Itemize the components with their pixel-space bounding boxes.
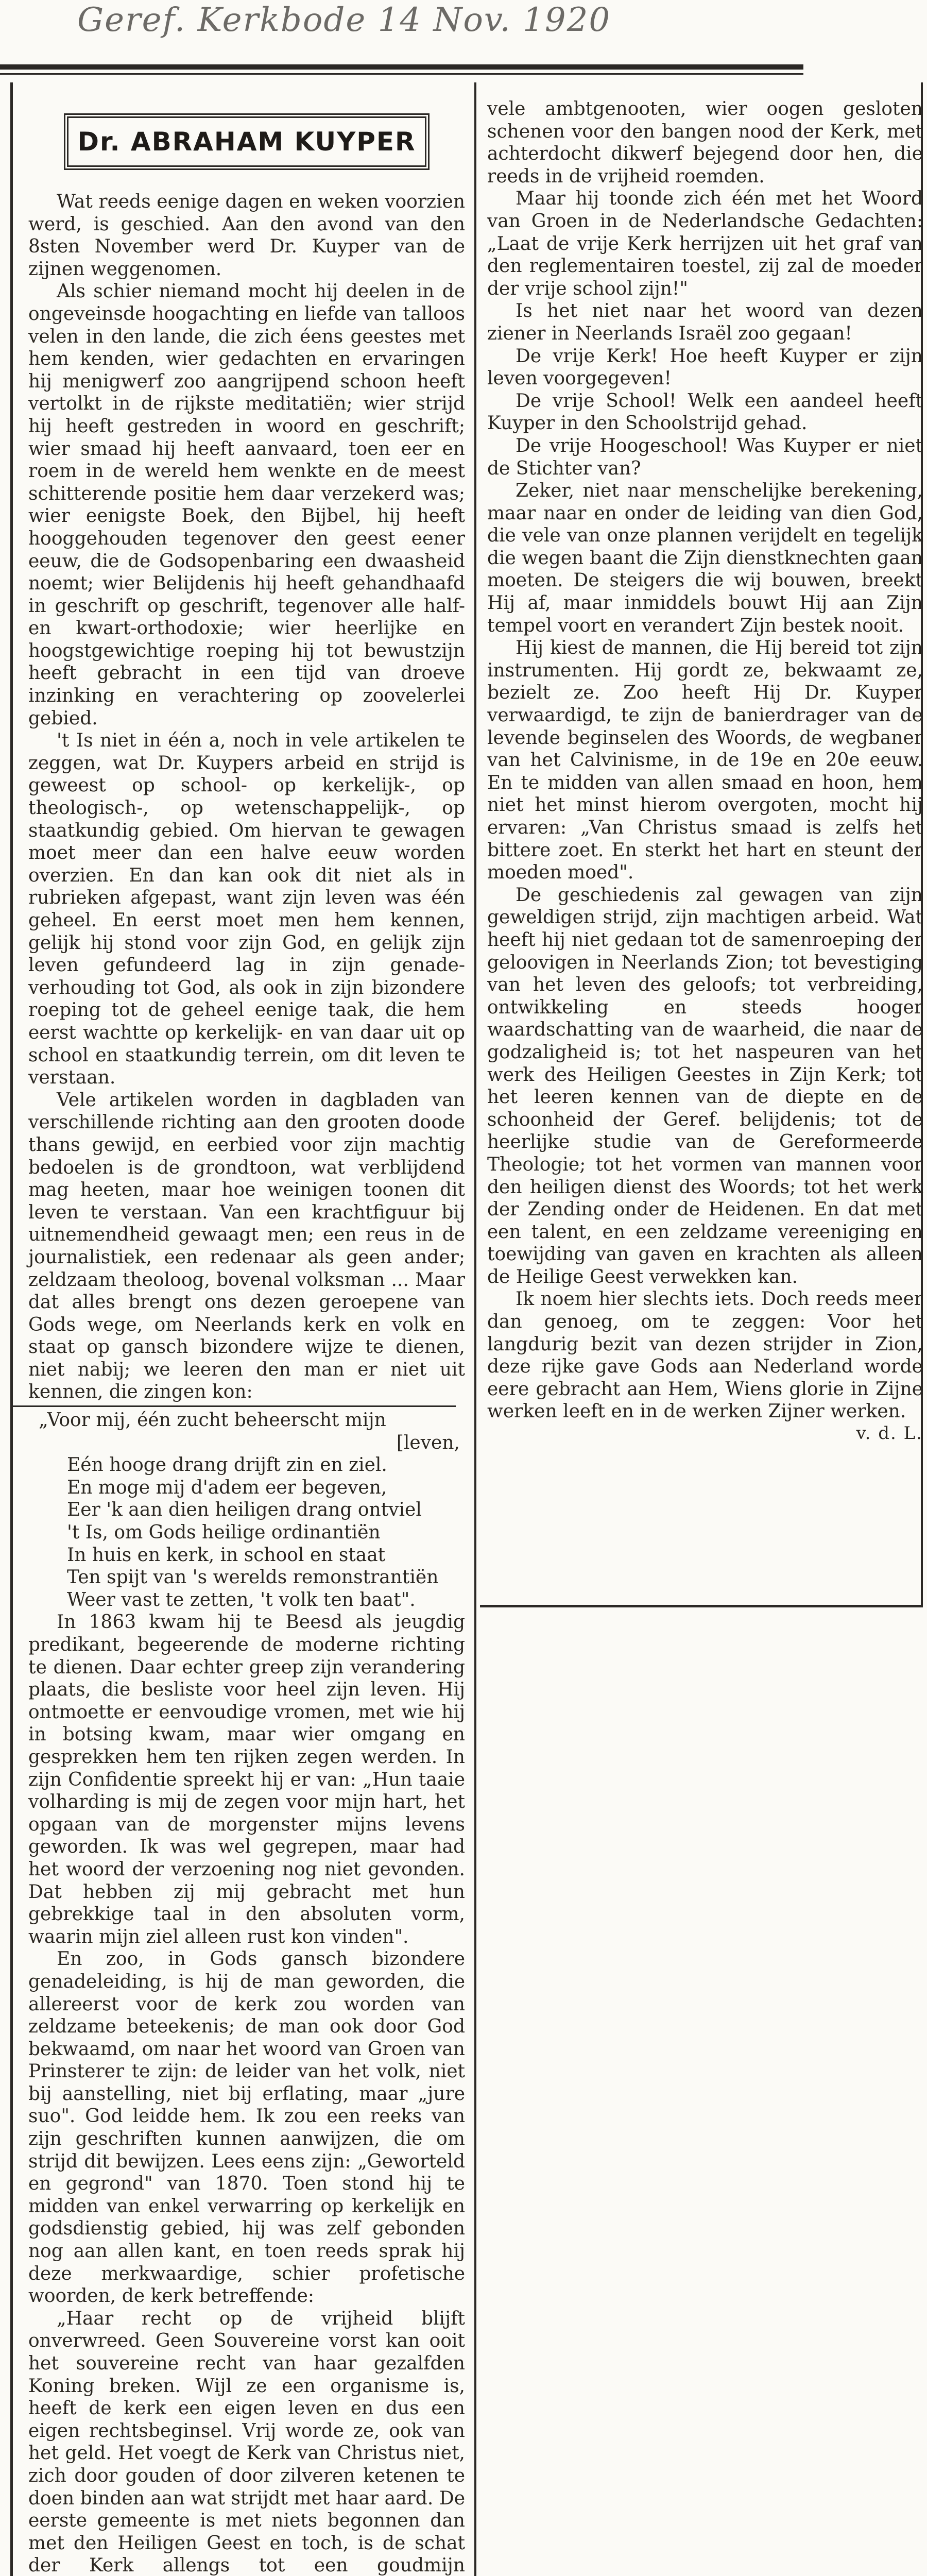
paragraph: Vele artikelen worden in dagbladen van verschillende richting aan den grooten doode thans gewijd, en eerbied voor zijn machtig bedoelen is de grondtoon, wat verblijdend mag heeten, maar hoe weinigen toonen dit leven te verstaan. Van een krachtfiguur bij uitnemendheid gewaagt men; een reus in de journalistiek, een redenaar als geen ander; zeldzaam theoloog, bovenal volksman ... Maar dat alles brengt ons dezen geroepene van Gods wege, om Neerlands kerk en volk en staat op gansch bizondere wijze te dienen, niet nabij; we leeren den man er niet uit kennen, die zingen kon:	[28, 1089, 465, 1403]
poem-quote	[39, 1409, 465, 1611]
paragraph: vele ambtgenooten, wier oogen gesloten schenen voor den bangen nood der Kerk, met achterdocht dikwerf bejegend door hen, die reeds in de vrijheid roemden.	[487, 98, 923, 187]
article-end-rule	[480, 1605, 922, 1607]
left-column	[10, 82, 476, 2576]
left-body-part2	[28, 1611, 465, 2576]
poem-line: [leven,	[396, 1432, 460, 1453]
poem-line: 't Is, om Gods heilige ordinantiën	[67, 1522, 381, 1544]
paragraph: Zeker, niet naar menschelijke berekening, maar naar en onder de leiding van dien God, die vele van onze plannen verijdelt en tegelijk die wegen baant die Zijn dienstknechten gaan moeten. De steigers die wij bouwen, breekt Hij af, maar inmiddels bouwt Hij aan Zijn tempel voort en verandert Zijn bestek nooit.	[487, 480, 923, 636]
paragraph: De vrije School! Welk een aandeel heeft Kuyper in den Schoolstrijd gehad.	[487, 390, 923, 434]
handwritten-source-note: Geref. Kerkbode 14 Nov. 1920	[77, 1, 611, 39]
top-rule	[0, 64, 803, 70]
poem-line: Weer vast te zetten, 't volk ten baat".	[67, 1589, 416, 1611]
poem-line: „Voor mij, één zucht beheerscht mijn	[39, 1410, 386, 1431]
author-signature: v. d. L.	[856, 1423, 923, 1444]
paragraph: „Haar recht op de vrijheid blijft onverwreed. Geen Souvereine vorst kan ooit het souvereine recht van haar gezalfden Koning breken. Wijl ze een organisme is, heeft de kerk een eigen leven en dus een eigen rechtsbeginsel. Vrij worde ze, ook van het geld. Het voegt de Kerk van Christus niet, zich door gouden of door zilveren ketenen te doen binden aan wat strijdt met haar aard. De eerste gemeente is met niets begonnen dan met den Heiligen Geest en toch, is de schat der Kerk allengs tot een goudmijn	[28, 2308, 465, 2576]
paragraph: Wat reeds eenige dagen en weken voorzien werd, is geschied. Aan den avond van den 8sten November werd Dr. Kuyper van de zijnen weggenomen.	[28, 191, 465, 280]
top-rule-thin	[0, 73, 803, 75]
paragraph: De vrije Kerk! Hoe heeft Kuyper er zijn leven voorgegeven!	[487, 345, 923, 389]
paragraph: Ik noem hier slechts iets. Doch reeds meer dan genoeg, om te zeggen: Voor het langdurig bezit van dezen strijder in Zion, deze rijke gave Gods aan Nederland worde eere gebracht aan Hem, Wiens glorie in Zijne werken leeft en in de werken Zijner werken.	[487, 1289, 923, 1422]
paragraph: In 1863 kwam hij te Beesd als jeugdig predikant, begeerende de moderne richting te dienen. Daar echter greep zijn verandering plaats, die besliste voor heel zijn leven. Hij ontmoette er eenvoudige vromen, met wie hij in botsing kwam, maar wier omgang en gesprekken hem ten rijken zegen werden. In zijn Confidentie spreekt hij er van: „Hun taaie volharding is mij de zegen voor mijn hart, het opgaan van de morgenster mijns levens geworden. Ik was wel gegrepen, maar had het woord der verzoening nog niet gevonden. Dat hebben zij mij gebracht met hun gebrekkige taal in den absoluten vorm, waarin mijn ziel alleen rust kon vinden".	[28, 1612, 465, 1947]
poem-line: En moge mij d'adem eer begeven,	[67, 1477, 387, 1498]
paragraph: En zoo, in Gods gansch bizondere genadeleiding, is hij de man geworden, die allereerst voor de kerk zou worden van zeldzame beteekenis; de man ook door God bekwaamd, om naar het woord van Groen van Prinsterer te zijn: de leider van het volk, niet bij aanstelling, niet bij erflating, maar „jure suo". God leidde hem. Ik zou een reeks van zijn geschriften kunnen aanwijzen, die om strijd dit bewijzen. Lees eens zijn: „Geworteld en gegrond" van 1870. Toen stond hij te midden van enkel verwarring op kerkelijk en godsdienstig gebied, hij was zelf gebonden nog aan allen kant, en toen reeds sprak hij deze merkwaardige, schier profetische woorden, de kerk betreffende:	[28, 1948, 465, 2307]
poem-line: Eer 'k aan dien heiligen drang ontviel	[67, 1499, 422, 1521]
paragraph: Als schier niemand mocht hij deelen in de ongeveinsde hoogachting en liefde van talloos velen in den lande, die zich éens geestes met hem kenden, wier gedachten en ervaringen hij menigwerf zoo aangrijpend schoon heeft vertolkt in de rijkste meditatiën; wier strijd hij heeft gestreden in woord en geschrift; wier smaad hij heeft aanvaard, toen eer en roem in de wereld hem wenkte en de meest schitterende positie hem daar verzekerd was; wier eenigste Boek, den Bijbel, hij heeft hooggehouden tegenover den geest eener eeuw, die de Godsopenbaring een dwaasheid noemt; wier Belijdenis hij heeft gehandhaafd in geschrift op geschrift, tegenover alle half- en kwart-orthodoxie; wier heerlijke en hoogstgewichtige roeping hij tot bewustzijn heeft gebracht in een tijd van droeve inzinking en verachtering op zoovelerlei gebied.	[28, 281, 465, 729]
right-body	[487, 98, 923, 1423]
paragraph: De vrije Hoogeschool! Was Kuyper er niet de Stichter van?	[487, 435, 923, 479]
poem-line: In huis en kerk, in school en staat	[67, 1544, 386, 1566]
article-title: Dr. ABRAHAM KUYPER	[64, 113, 430, 170]
paragraph: Is het niet naar het woord van dezen ziener in Neerlands Israël zoo gegaan!	[487, 300, 923, 344]
poem-line: Eén hooge drang drijft zin en ziel.	[67, 1454, 387, 1476]
right-column	[480, 82, 923, 1602]
paragraph: Maar hij toonde zich één met het Woord van Groen in de Nederlandsche Gedachten: „Laat de vrije Kerk herrijzen uit het graf van den reglementairen toestel, zij zal de moeder der vrije school zijn!"	[487, 188, 923, 299]
column-divider	[13, 1405, 456, 1407]
paragraph: 't Is niet in één a, noch in vele artikelen te zeggen, wat Dr. Kuypers arbeid en strijd is geweest op school- op kerkelijk-, op theologisch-, op wetenschappelijk-, op staatkundig gebied. Om hiervan te gewagen moet meer dan een halve eeuw worden overzien. En dan kan ook dit niet als in rubrieken afgepast, want zijn leven was één geheel. En eerst moet men hem kennen, gelijk hij stond voor zijn God, en gelijk zijn leven gefundeerd lag in zijn genade-verhouding tot God, als ook in zijn bizondere roeping tot de geheel eenige taak, die hem eerst wachtte op kerkelijk- en van daar uit op school en staatkundig terrein, om dit leven te verstaan.	[28, 730, 465, 1089]
paragraph: De geschiedenis zal gewagen van zijn geweldigen strijd, zijn machtigen arbeid. Wat heeft hij niet gedaan tot de samenroeping der geloovigen in Neerlands Zion; tot bevestiging van het leven des geloofs; tot verbreiding, ontwikkeling en steeds hooger waardschatting van de waarheid, die naar de godzaligheid is; tot het naspeuren van het werk des Heiligen Geestes in Zijn Kerk; tot het leeren kennen van de diepte en de schoonheid der Geref. belijdenis; tot de heerlijke studie van de Gereformeerde Theologie; tot het vormen van mannen voor den heiligen dienst des Woords; tot het werk der Zending onder de Heidenen. En dat met een talent, en een zeldzame vereeniging en toewijding van gaven en krachten als alleen de Heilige Geest verwekken kan.	[487, 884, 923, 1287]
poem-line: Ten spijt van 's werelds remonstrantiën	[67, 1567, 439, 1588]
paragraph: Hij kiest de mannen, die Hij bereid tot zijn instrumenten. Hij gordt ze, bekwaamt ze, bezielt ze. Zoo heeft Hij Dr. Kuyper verwaardigd, te zijn de banierdrager van de levende beginselen des Woords, de wegbaner van het Calvinisme, in de 19e en 20e eeuw. En te midden van allen smaad en hoon, hem niet het minst hierom overgoten, mocht hij ervaren: „Van Christus smaad is zelfs het bittere zoet. En sterkt het hart en steunt der moeden moed".	[487, 637, 923, 884]
left-body-part1	[28, 191, 465, 1403]
